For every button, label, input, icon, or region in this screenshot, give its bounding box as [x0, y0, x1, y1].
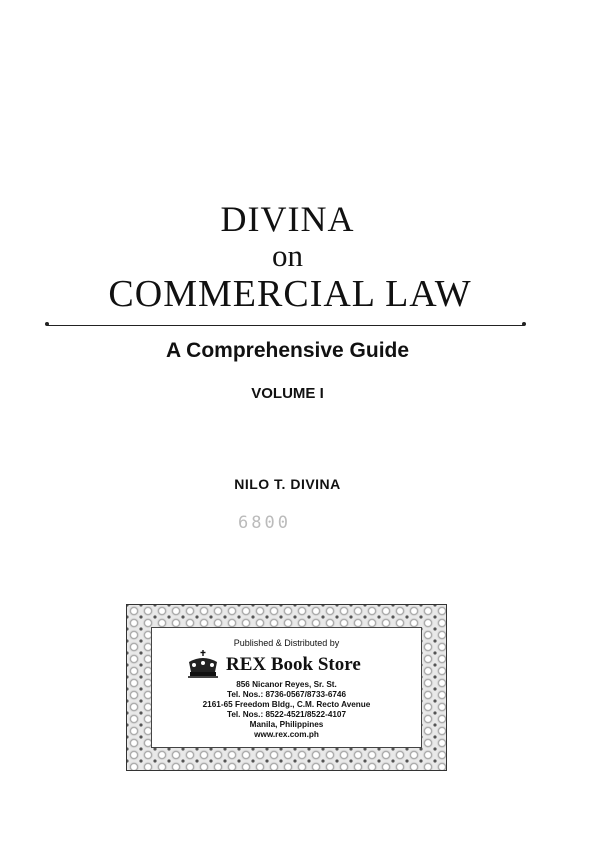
library-stamp: 6800	[238, 513, 291, 533]
address-line: Manila, Philippines	[249, 720, 324, 729]
author-name: NILO T. DIVINA	[234, 476, 341, 492]
subtitle: A Comprehensive Guide	[165, 339, 410, 362]
rule-end-left	[45, 322, 49, 326]
publisher-name: REX Book Store	[226, 654, 361, 675]
published-by-label: Published & Distributed by	[233, 638, 340, 648]
volume-label: VOLUME I	[251, 385, 324, 402]
address-line: 2161-65 Freedom Bldg., C.M. Recto Avenue	[202, 700, 371, 709]
crown-icon	[185, 650, 221, 680]
address-line: Tel. Nos.: 8736-0567/8733-6746	[226, 690, 347, 699]
address-line: Tel. Nos.: 8522-4521/8522-4107	[226, 710, 347, 719]
title-line-2: on	[272, 238, 303, 273]
publisher-box	[126, 604, 447, 771]
address-line: 856 Nicanor Reyes, Sr. St.	[236, 680, 337, 689]
title-line-1: DIVINA	[220, 199, 355, 239]
rule-end-right	[522, 322, 526, 326]
publisher-panel	[151, 627, 422, 748]
title-rule	[47, 325, 524, 326]
publisher-website: www.rex.com.ph	[254, 730, 319, 739]
title-line-3: COMMERCIAL LAW	[108, 273, 472, 315]
